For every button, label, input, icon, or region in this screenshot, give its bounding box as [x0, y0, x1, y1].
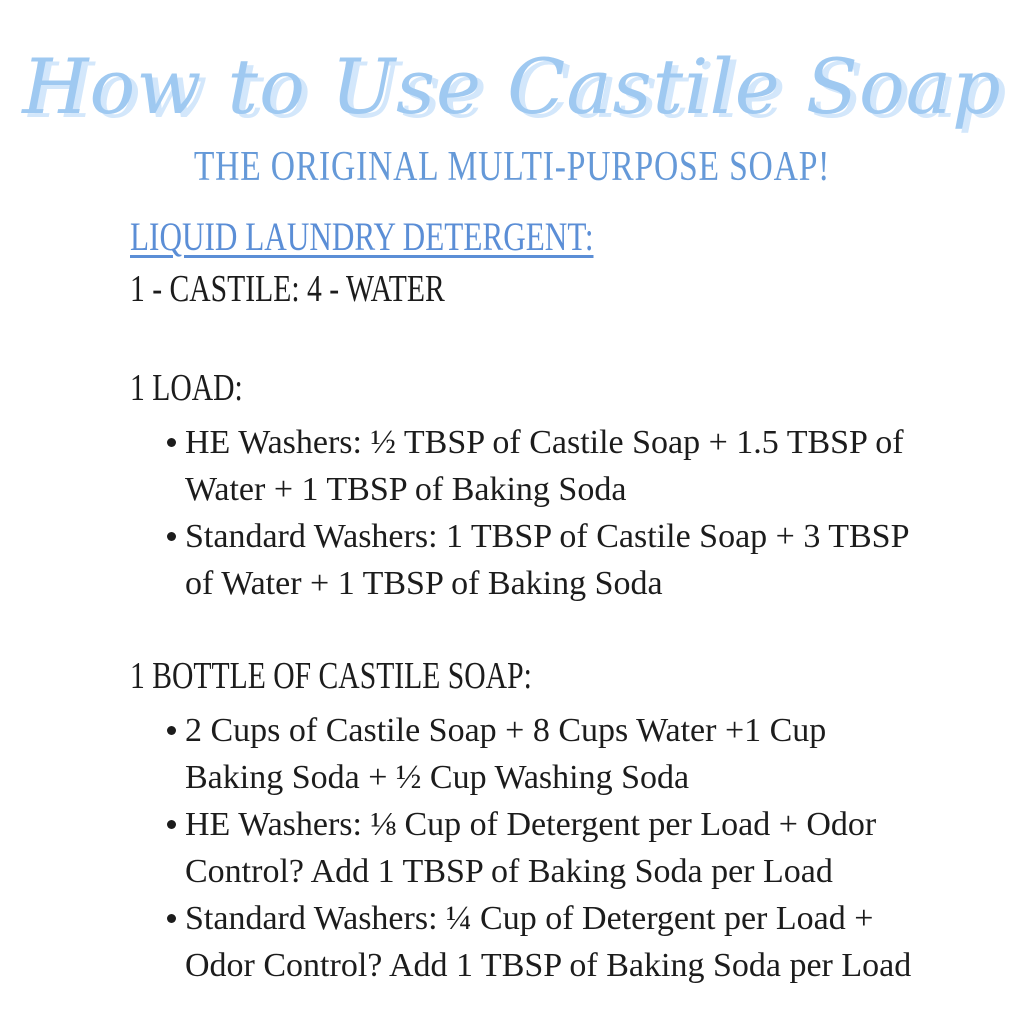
bottle-bullet-list	[130, 707, 918, 989]
list-item-standard-washers: Standard Washers: 1 TBSP of Castile Soap + 3 TBSP of Water + 1 TBSP of Baking Soda	[130, 513, 918, 607]
page-title: How to Use Castile Soap	[22, 42, 1002, 131]
group-heading-one-load: 1 LOAD:	[130, 367, 243, 410]
list-item-bottle-recipe: 2 Cups of Castile Soap + 8 Cups Water +1 Cup Baking Soda + ½ Cup Washing Soda	[130, 707, 918, 801]
content-area	[130, 214, 934, 989]
ratio-line-wrap	[130, 268, 934, 312]
group-one-bottle	[130, 655, 934, 989]
page-subtitle: THE ORIGINAL MULTI-PURPOSE SOAP!	[193, 143, 831, 190]
castile-water-ratio: 1 - CASTILE: 4 - WATER	[130, 267, 445, 310]
group-heading-wrap	[130, 367, 934, 411]
castile-soap-infographic	[0, 42, 1024, 1024]
section-heading-wrap	[130, 214, 934, 260]
list-item-he-washers: HE Washers: ½ TBSP of Castile Soap + 1.5 TBSP of Water + 1 TBSP of Baking Soda	[130, 419, 918, 513]
group-heading-wrap	[130, 655, 934, 699]
group-heading-one-bottle: 1 BOTTLE OF CASTILE SOAP:	[130, 655, 532, 698]
group-one-load	[130, 367, 934, 607]
list-item-standard-washers-dose: Standard Washers: ¼ Cup of Detergent per Load + Odor Control? Add 1 TBSP of Baking Soda per Load	[130, 895, 918, 989]
section-heading-liquid-laundry-detergent: LIQUID LAUNDRY DETERGENT:	[130, 213, 594, 259]
load-bullet-list	[130, 419, 918, 607]
list-item-he-washers-dose: HE Washers: ⅛ Cup of Detergent per Load + Odor Control? Add 1 TBSP of Baking Soda per Load	[130, 801, 918, 895]
